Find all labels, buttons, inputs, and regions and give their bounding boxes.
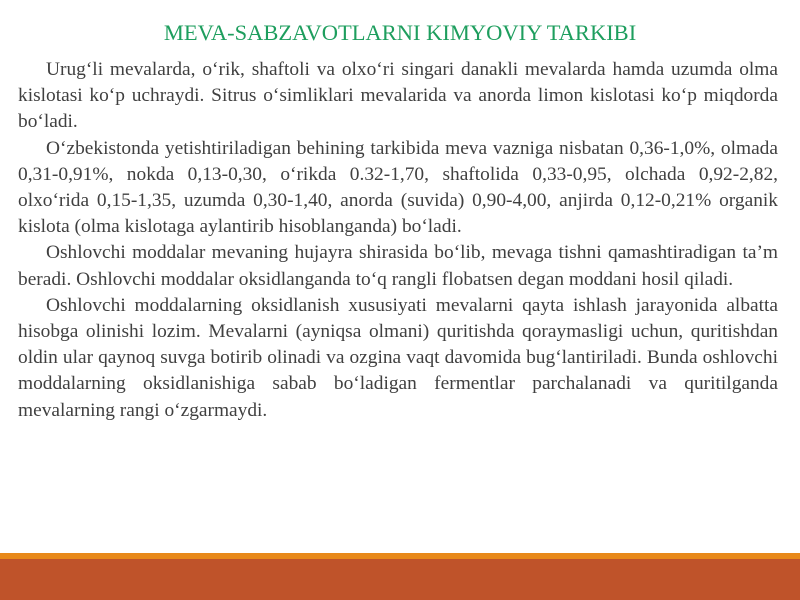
paragraph-tannin-oxidation: Oshlovchi moddalarning oksidlanish xususiyati mevalarni qayta ishlash jarayonida albatta hisobga olinishi lozim. Mevalarni (ayniqsa olmani) quritishda qoraymasligi uchun, quritishdan oldin ular qaynoq suvga botirib olinadi va ozgina vaqt davomida bug‘lantiriladi. Bunda oshlovchi moddalarning oksidlanishiga sabab bo‘ladigan fermentlar parchalanadi va quritilganda mevalarning rangi o‘zgarmaydi.	[18, 294, 778, 421]
slide-title: MEVA-SABZAVOTLARNI KIMYOVIY TARKIBI	[163, 20, 637, 45]
slide-body	[18, 57, 778, 424]
footer-band	[0, 559, 800, 600]
paragraph-organic-acids: Urug‘li mevalarda, o‘rik, shaftoli va olxo‘ri singari danakli mevalarda hamda uzumda olma kislotasi ko‘p uchraydi. Sitrus o‘simliklari mevalarida va anorda limon kislotasi ko‘p miqdorda bo‘ladi.	[18, 59, 778, 133]
paragraph-tannins: Oshlovchi moddalar mevaning hujayra shirasida bo‘lib, mevaga tishni qamashtiradigan ta’m beradi. Oshlovchi moddalar oksidlanganda to‘q rangli flobatsen degan moddani hosil qiladi.	[18, 242, 778, 290]
paragraph-acid-percentages: O‘zbekistonda yetishtiriladigan behining tarkibida meva vazniga nisbatan 0,36-1,0%, olmada 0,31-0,91%, nokda 0,13-0,30, o‘rikda 0.32-1,70, shaftolida 0,33-0,95, olchada 0,92-2,82, olxo‘rida 0,15-1,35, uzumda 0,30-1,40, anorda (suvida) 0,90-4,00, anjirda 0,12-0,21% organik kislota (olma kislotaga aylantirib hisoblanganda) bo‘ladi.	[18, 137, 778, 238]
